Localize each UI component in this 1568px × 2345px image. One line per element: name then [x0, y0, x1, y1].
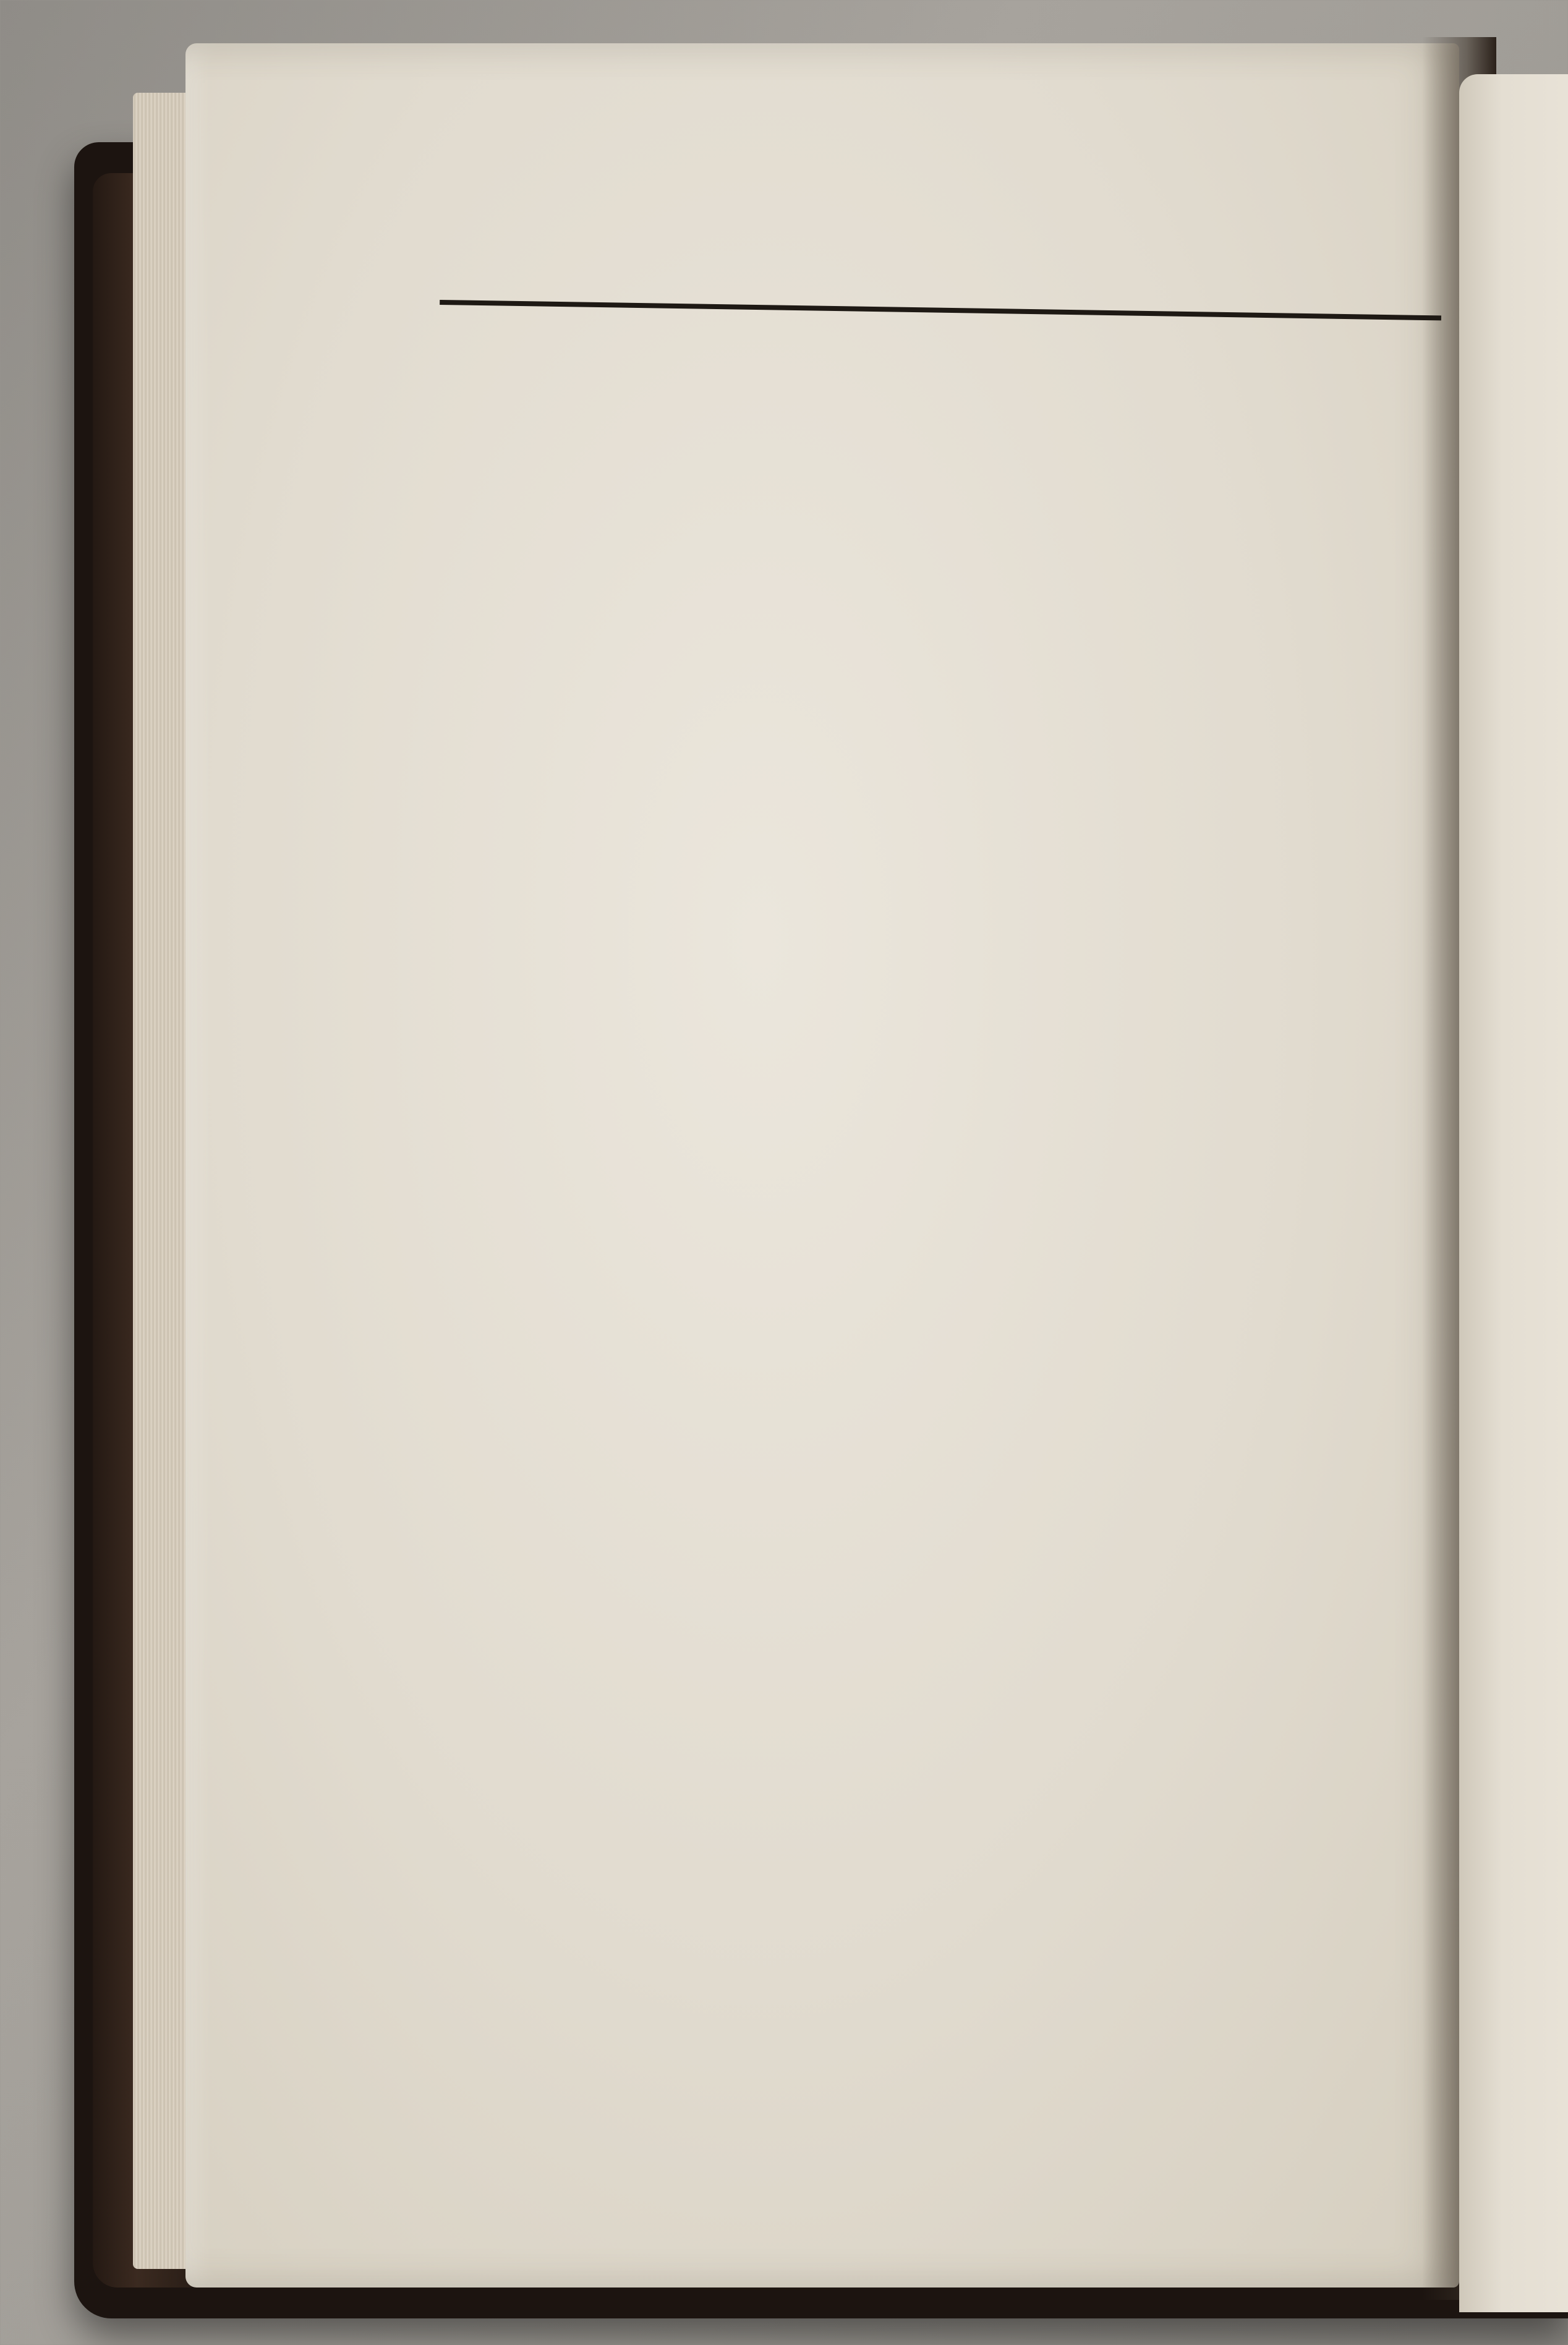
section-divider	[440, 294, 1441, 328]
right-page	[1459, 74, 1568, 2312]
divider-rule	[440, 300, 1441, 320]
page-text	[439, 151, 1443, 346]
left-page	[185, 43, 1459, 2288]
